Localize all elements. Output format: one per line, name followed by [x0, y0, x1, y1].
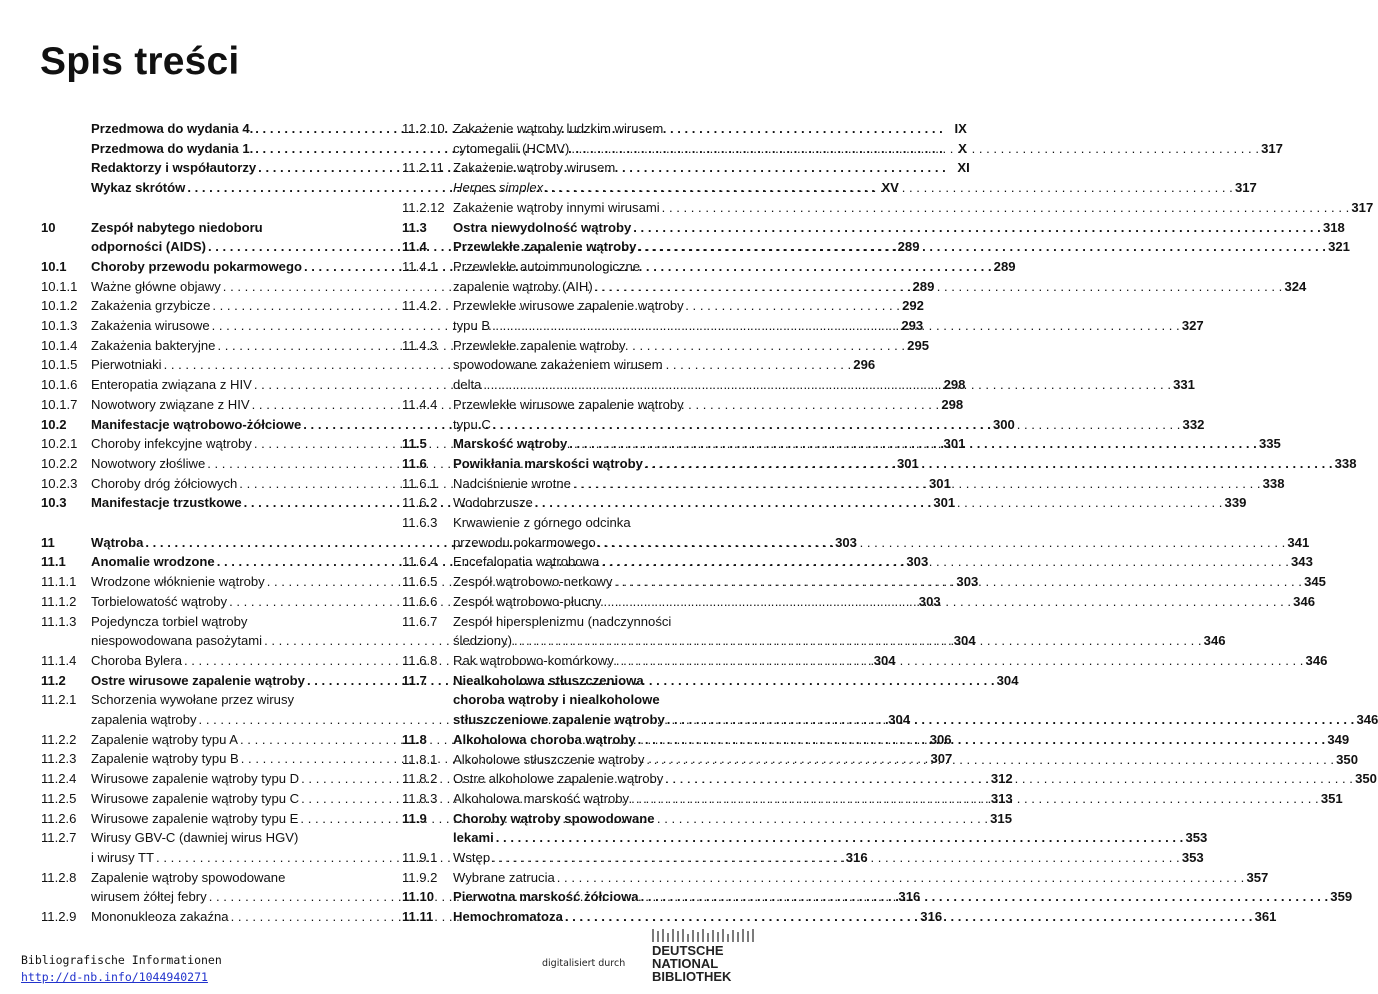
- toc-entry-title: Ostre wirusowe zapalenie wątroby: [91, 672, 305, 688]
- toc-entry-title: Zakażenie wątroby innymi wirusami: [453, 199, 660, 215]
- toc-entry-page: 351: [1320, 790, 1343, 806]
- section-gap: [41, 198, 378, 218]
- toc-entry-title: Przewlekłe autoimmunologiczne: [453, 258, 641, 274]
- toc-entry-page: 289: [912, 278, 935, 294]
- toc-entry-number: 11.2: [41, 672, 66, 688]
- toc-entry-title: Zakażenie wątroby ludzkim wirusem: [453, 121, 664, 136]
- toc-entry-page: 350: [1336, 751, 1358, 767]
- toc-entry-number: 11.5: [402, 436, 427, 452]
- toc-entry-title: Wybrane zatrucia: [453, 869, 555, 885]
- toc-entry-title: Marskość wątroby: [453, 436, 568, 452]
- toc-entry-title: Choroby wątroby spowodowane: [453, 810, 655, 826]
- toc-entry-page: 316: [898, 889, 921, 905]
- toc-entry-page: 357: [1246, 869, 1269, 885]
- toc-entry-page: 346: [1356, 712, 1378, 728]
- toc-entry-title: Zespół nabytego niedoboru: [91, 219, 263, 235]
- toc-entry-number: 11.4.4: [402, 396, 438, 412]
- dot-leader: [638, 730, 1326, 750]
- toc-entry-number: 11.6.8: [402, 652, 438, 668]
- toc-entry-title: Wirusowe zapalenie wątroby typu D: [91, 771, 300, 787]
- toc-entry-title: Zakażenia grzybicze: [91, 298, 211, 314]
- toc-entry-page: 307: [930, 751, 953, 767]
- toc-entry-page: 353: [1181, 850, 1204, 866]
- toc-entry-page: 346: [1305, 652, 1328, 668]
- toc-entry-number: 11.10: [402, 889, 435, 905]
- dot-leader: [535, 493, 1223, 513]
- dnb-logo: [648, 929, 760, 989]
- toc-entry-page: 346: [1293, 593, 1316, 609]
- toc-entry-title: wirusem żółtej febry: [91, 889, 207, 905]
- toc-entry-number: 11.2.1: [41, 692, 77, 708]
- digitized-by-label: digitalisiert durch: [542, 958, 626, 969]
- toc-entry-number: 11.9.2: [402, 869, 438, 885]
- toc-entry-number: 11.8.3: [402, 790, 438, 806]
- toc-entry-number: 11.11: [402, 909, 434, 925]
- toc-entry-title: śledziony): [453, 633, 512, 649]
- toc-entry-number: 10.1.2: [41, 298, 78, 314]
- toc-entry-page: 304: [888, 712, 911, 728]
- toc-entry-number: 10.1.6: [41, 377, 78, 393]
- toc-entry-number: 11.6.4: [402, 554, 438, 570]
- toc-entry-title: niespowodowana pasożytami: [91, 633, 263, 649]
- toc-entry-number: 10.2.1: [41, 436, 78, 452]
- toc-entry-number: 11.2.5: [41, 790, 77, 806]
- toc-entry-page: X: [958, 140, 967, 156]
- toc-entry-number: 10.1.3: [41, 318, 78, 334]
- toc-entry-title: lekami: [453, 830, 494, 846]
- toc-entry-page: 303: [906, 554, 929, 570]
- toc-entry-number: 11.6: [402, 455, 427, 471]
- toc-entry-page: 346: [1203, 633, 1226, 649]
- toc-entry-title: Anomalie wrodzone: [91, 554, 215, 570]
- toc-entry-page: 350: [1355, 771, 1377, 787]
- toc-entry-title: Zakażenia wirusowe: [91, 318, 210, 334]
- toc-entry-title: Nowotwory złośliwe: [91, 455, 206, 471]
- dot-leader: [665, 769, 1353, 789]
- dnb-logo-line-3: BIBLIOTHEK: [652, 969, 732, 984]
- toc-entry-number: 11.2.11: [402, 160, 444, 176]
- toc-entry-title: Torbielowatość wątroby: [91, 593, 228, 609]
- toc-entry-title: Manifestacje trzustkowe: [91, 495, 242, 511]
- bib-label: Bibliografische Informationen: [21, 953, 222, 967]
- toc-entry-number: 11.4: [402, 239, 427, 255]
- toc-entry-number: 11.1.2: [41, 593, 77, 609]
- toc-entry-title: Alkoholowe stłuszczenie wątroby: [453, 751, 645, 767]
- toc-entry-title: Ważne główne objawy: [91, 278, 221, 294]
- toc-entry-title: i wirusy TT: [91, 849, 155, 865]
- dot-leader: [631, 789, 1319, 809]
- toc-entry-page: 304: [873, 652, 896, 668]
- toc-entry-number: 11.9.1: [402, 850, 438, 866]
- toc-entry-number: 11.2.4: [41, 771, 77, 787]
- toc-entry-page: 301: [933, 495, 956, 511]
- toc-entry-number: 10.3: [41, 495, 67, 511]
- toc-entry-page: 338: [1334, 455, 1357, 471]
- toc-entry-page: 317: [1234, 180, 1257, 196]
- dot-leader: [667, 710, 1355, 730]
- dot-leader: [633, 218, 1321, 238]
- toc-entry-page: 359: [1330, 889, 1353, 905]
- toc-entry-number: 11.4.1: [402, 258, 438, 274]
- toc-entry-page: 303: [956, 574, 979, 590]
- toc-entry-title: Wirusowe zapalenie wątroby typu E: [91, 810, 299, 826]
- dot-leader: [601, 552, 1289, 572]
- toc-entry-number: [41, 119, 91, 139]
- toc-entry-number: 10.2.3: [41, 475, 78, 491]
- toc-entry-page: 295: [907, 337, 930, 353]
- toc-entry-title: spowodowane zakażeniem wirusem: [453, 357, 663, 373]
- toc-entry-number: 11.6.2: [402, 495, 438, 511]
- toc-entry-title: Choroby infekcyjne wątroby: [91, 436, 252, 452]
- toc-entry-page: 316: [845, 849, 868, 865]
- toc-entry-number: 11.9: [402, 810, 427, 826]
- toc-entry-title: Rak wątrobowo-komórkowy: [453, 652, 614, 668]
- toc-entry-title: Zespół wątrobowo-nerkowy: [453, 574, 613, 590]
- toc-entry-title: Zapalenie wątroby typu B: [91, 751, 239, 767]
- dot-leader: [545, 178, 1233, 198]
- toc-entry-page: 324: [1284, 278, 1307, 294]
- toc-entry-number: 11.2.9: [41, 909, 77, 925]
- toc-entry-title: Powikłania marskości wątroby: [453, 455, 643, 471]
- toc-entry-title: Nadciśnienie wrotne: [453, 475, 571, 491]
- toc-entry-page: 339: [1224, 495, 1247, 511]
- toc-entry-title: cytomegalii (HCMV): [453, 140, 570, 156]
- toc-entry-number: 11.2.2: [41, 731, 77, 747]
- toc-entry-title: Pojedyncza torbiel wątroby: [91, 613, 248, 629]
- dot-leader: [492, 316, 1180, 336]
- toc-entry-page: 315: [990, 810, 1012, 826]
- toc-entry-page: 335: [1258, 436, 1281, 452]
- toc-entry-page: 313: [990, 790, 1013, 806]
- dnb-logo-line-2: NATIONAL: [652, 956, 719, 971]
- toc-entry-title: Redaktorzy i współautorzy: [91, 160, 257, 176]
- toc-entry-number: 11.6.5: [402, 574, 438, 590]
- toc-entry-page: 353: [1185, 830, 1208, 846]
- toc-entry-title: zapalenie wątroby (AIH): [453, 278, 593, 294]
- toc-entry-number: 11.2.10: [402, 121, 445, 136]
- toc-entry-number: 11.4.2: [402, 298, 438, 314]
- toc-entry-page: IX: [954, 121, 967, 136]
- toc-entry-page: 304: [953, 633, 976, 649]
- toc-entry-title: Wirusowe zapalenie wątroby typu C: [91, 790, 300, 806]
- dot-leader: [638, 237, 1326, 257]
- toc-entry-page: 301: [943, 436, 966, 452]
- toc-entry-title: Zakażenia bakteryjne: [91, 337, 216, 353]
- toc-entry-number: 10.1.5: [41, 357, 78, 373]
- toc-entry-page: 304: [996, 672, 1019, 688]
- toc-entry-number: 11.1.4: [41, 652, 77, 668]
- toc-entry-title: Wrodzone włóknienie wątroby: [91, 574, 265, 590]
- toc-entry[interactable]: [402, 868, 1269, 888]
- toc-entry-number: 11.8: [402, 731, 427, 747]
- toc-entry-title: zapalenia wątroby: [91, 712, 197, 728]
- toc-entry[interactable]: [402, 218, 1345, 238]
- toc-entry-title: Herpes simplex: [453, 180, 544, 196]
- dot-leader: [492, 848, 1180, 868]
- toc-entry-page: 361: [1254, 909, 1277, 925]
- toc-entry-page: 289: [897, 239, 920, 255]
- toc-entry-title: Zespół wątrobowo-płucny: [453, 593, 602, 609]
- toc-entry-title: Hemochromatoza: [453, 909, 563, 925]
- toc-entry-title: Alkoholowa marskość wątroby: [453, 790, 630, 806]
- toc-entry-page: XV: [881, 180, 899, 196]
- toc-entry-number: 11.8.2: [402, 771, 438, 787]
- toc-entry-number: 10: [41, 219, 56, 235]
- dot-leader: [603, 592, 1291, 612]
- dot-leader: [557, 868, 1245, 888]
- bib-link[interactable]: http://d-nb.info/1044940271: [21, 970, 208, 984]
- dot-leader: [641, 887, 1329, 907]
- toc-entry-title: Ostra niewydolność wątroby: [453, 219, 632, 235]
- dot-leader: [569, 434, 1257, 454]
- dot-leader: [614, 572, 1302, 592]
- toc-entry-page: 338: [1262, 475, 1285, 491]
- dot-leader: [483, 375, 1171, 395]
- toc-entry-page: 292: [902, 298, 924, 314]
- toc-entry-page: 300: [992, 416, 1015, 432]
- toc-entry-number: 11: [41, 534, 55, 550]
- toc-entry-title: Manifestacje wątrobowo-żółciowe: [91, 416, 302, 432]
- toc-entry-number: 11.2.7: [41, 830, 77, 846]
- toc-entry-page: 303: [835, 534, 857, 550]
- toc-entry-page: 327: [1181, 318, 1204, 334]
- dot-leader: [493, 415, 1181, 435]
- toc-entry-page: 343: [1291, 554, 1313, 570]
- dot-leader: [571, 139, 1259, 159]
- toc-entry-page: 317: [1261, 140, 1283, 156]
- dnb-logo-line-1: DEUTSCHE: [652, 943, 724, 958]
- toc-entry-page: 296: [853, 357, 876, 373]
- toc-entry-title: Wykaz skrótów: [91, 180, 186, 196]
- toc-entry-title: choroba wątroby i niealkoholowe: [453, 692, 660, 708]
- toc-entry-number: [41, 158, 91, 178]
- toc-entry-page: 301: [929, 475, 951, 491]
- toc-entry-number: 11.4.3: [402, 337, 438, 353]
- toc-entry-number: 10.2: [41, 416, 67, 432]
- toc-entry-page: 345: [1304, 574, 1326, 590]
- page-title: Spis treści: [40, 40, 240, 83]
- toc-entry-title: odporności (AIDS): [91, 239, 206, 255]
- toc-entry-title: Zapalenie wątroby typu A: [91, 731, 239, 747]
- toc-entry-number: 11.6.1: [402, 475, 438, 491]
- toc-entry-page: 301: [896, 455, 919, 471]
- toc-entry-page: 341: [1287, 534, 1310, 550]
- toc-entry-page: 303: [918, 593, 941, 609]
- toc-entry-title: Pierwotniaki: [91, 357, 162, 373]
- toc-entry-number: [41, 178, 91, 198]
- toc-entry-number: 11.6.7: [402, 613, 438, 629]
- toc-entry-title: Zakażenie wątroby wirusem: [453, 160, 616, 176]
- toc-entry-page: 298: [941, 396, 964, 412]
- toc-entry-title: Alkoholowa choroba wątroby: [453, 731, 636, 747]
- toc-entry-title: Zapalenie wątroby spowodowane: [91, 869, 286, 885]
- toc-entry-number: 10.2.2: [41, 455, 78, 471]
- toc-entry[interactable]: [402, 198, 1374, 218]
- toc-entry-page: 331: [1173, 377, 1195, 393]
- toc-entry-title: Krwawienie z górnego odcinka: [453, 515, 631, 531]
- toc-entry-title: Ostre alkoholowe zapalenie wątroby: [453, 771, 664, 787]
- toc-entry-number: 10.1.1: [41, 278, 78, 294]
- toc-entry-page: 316: [920, 909, 943, 925]
- dot-leader: [514, 631, 1202, 651]
- toc-entry-page: 318: [1322, 219, 1345, 235]
- dot-leader: [573, 474, 1261, 494]
- toc-entry-page: 298: [943, 377, 966, 393]
- toc-entry-page: 332: [1182, 416, 1205, 432]
- toc-entry-title: Nowotwory związane z HIV: [91, 396, 250, 412]
- dot-leader: [646, 750, 1334, 770]
- toc-entry-page: 349: [1327, 731, 1350, 747]
- dot-leader: [595, 277, 1283, 297]
- toc-entry-page: 293: [901, 318, 924, 334]
- toc-entry-title: przewodu pokarmowego: [453, 534, 596, 550]
- toc-entry-number: 11.2.12: [402, 199, 445, 215]
- toc-entry-title: stłuszczeniowe zapalenie wątroby: [453, 712, 665, 728]
- toc-entry-title: Przedmowa do wydania 4.: [91, 121, 254, 136]
- section-gap: [41, 513, 378, 533]
- toc-entry-title: Schorzenia wywołane przez wirusy: [91, 692, 295, 708]
- toc-entry-title: Przewlekłe zapalenie wątroby: [453, 239, 637, 255]
- toc-entry-number: 11.6.6: [402, 593, 438, 609]
- toc-entry-page: 306: [929, 731, 952, 747]
- toc-entry-title: Encefalopatia wątrobowa: [453, 554, 600, 570]
- dot-leader: [598, 533, 1286, 553]
- toc-entry-title: Choroby dróg żółciowych: [91, 475, 238, 491]
- toc-entry-number: 11.3: [402, 219, 427, 235]
- toc-entry-number: 11.1.1: [41, 574, 77, 590]
- toc-entry-title: Wstęp: [453, 850, 491, 866]
- toc-entry-title: Przewlekłe wirusowe zapalenie wątroby: [453, 396, 684, 412]
- toc-entry-number: [41, 139, 91, 159]
- toc-entry-number: 10.1: [41, 258, 67, 274]
- toc-entry-page: XI: [957, 160, 970, 176]
- toc-entry-title: Przewlekłe wirusowe zapalenie wątroby: [453, 298, 684, 314]
- toc-entry-title: Wodobrzusze: [453, 495, 533, 511]
- toc-entry-number: 11.1.3: [41, 613, 77, 629]
- toc-entry-title: Przedmowa do wydania 1.: [91, 140, 254, 156]
- toc-entry-number: 10.1.7: [41, 396, 78, 412]
- dot-leader: [645, 454, 1333, 474]
- toc-entry-number: 10.1.4: [41, 337, 78, 353]
- toc-entry-title: typu C: [453, 416, 491, 432]
- toc-entry-title: Niealkoholowa stłuszczeniowa: [453, 672, 644, 688]
- toc-entry-number: 11.2.6: [41, 810, 77, 826]
- toc-entry-page: 321: [1328, 239, 1350, 255]
- toc-entry-page: 312: [990, 771, 1013, 787]
- toc-entry-title: Choroby przewodu pokarmowego: [91, 258, 302, 274]
- toc-entry-number: 11.1: [41, 554, 66, 570]
- toc-entry-title: Enteropatia związana z HIV: [91, 377, 252, 393]
- toc-entry-number: 11.7: [402, 672, 427, 688]
- toc-entry-title: Wątroba: [91, 534, 144, 550]
- toc-entry-title: typu B: [453, 318, 491, 334]
- toc-entry-title: Przewlekłe zapalenie wątroby: [453, 337, 626, 353]
- toc-entry-page: 289: [993, 258, 1016, 274]
- dot-leader: [662, 198, 1350, 218]
- toc-entry-title: delta: [453, 377, 482, 393]
- toc-entry-page: 317: [1351, 199, 1374, 215]
- toc-entry-title: Zespół hipersplenizmu (nadczynności: [453, 613, 672, 629]
- toc-entry-title: Choroba Bylera: [91, 652, 182, 668]
- toc-entry-number: 11.2.8: [41, 869, 77, 885]
- toc-entry-number: 11.2.3: [41, 751, 77, 767]
- toc-entry-title: Mononukleoza zakaźna: [91, 909, 229, 925]
- dot-leader: [496, 828, 1184, 848]
- toc-entry-number: 11.8.1: [402, 751, 438, 767]
- toc-entry-title: Wirusy GBV-C (dawniej wirus HGV): [91, 830, 299, 846]
- toc-entry-title: Pierwotna marskość żółciowa: [453, 889, 639, 905]
- dot-leader: [616, 651, 1304, 671]
- bibliographic-info: [21, 952, 222, 986]
- toc-entry-number: 11.6.3: [402, 515, 438, 531]
- dot-leader: [565, 907, 1253, 927]
